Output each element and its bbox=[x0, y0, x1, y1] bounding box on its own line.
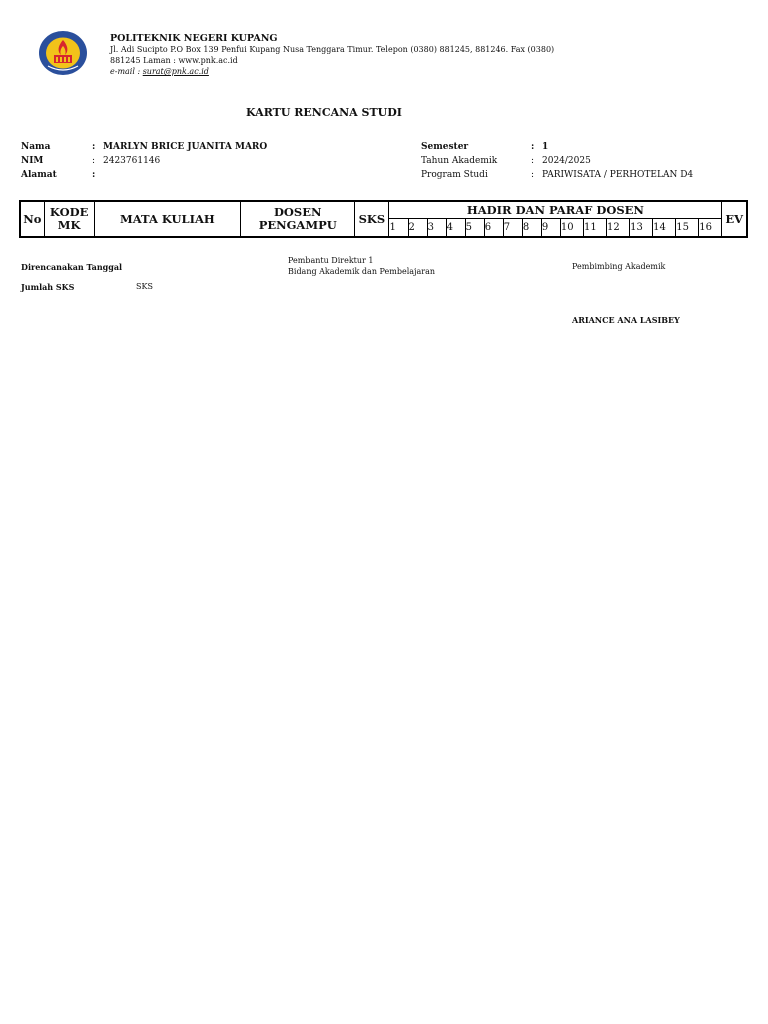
pembantu-direktur-title: Pembantu Direktur 1 bbox=[288, 256, 374, 265]
program-studi-label: Program Studi bbox=[421, 170, 488, 180]
meeting-number: 5 bbox=[465, 219, 484, 238]
semester-value: 1 bbox=[542, 142, 549, 152]
col-ev-header: EV bbox=[722, 201, 747, 237]
meeting-number: 6 bbox=[484, 219, 503, 238]
direncanakan-tanggal-label: Direncanakan Tanggal bbox=[21, 262, 123, 272]
colon: : bbox=[531, 142, 535, 152]
meeting-number: 7 bbox=[503, 219, 522, 238]
col-kode-line1: KODE bbox=[49, 205, 89, 219]
pembimbing-akademik-name: ARIANCE ANA LASIBEY bbox=[572, 315, 680, 325]
email-label: e-mail : bbox=[110, 67, 143, 76]
email-line bbox=[110, 67, 209, 76]
nama-label: Nama bbox=[21, 142, 51, 152]
pembantu-direktur-field: Bidang Akademik dan Pembelajaran bbox=[288, 267, 436, 276]
meeting-number: 16 bbox=[699, 219, 722, 238]
institution-logo bbox=[38, 30, 88, 76]
nim-label: NIM bbox=[21, 156, 44, 166]
email-link[interactable]: surat@pnk.ac.id bbox=[142, 67, 209, 76]
tahun-akademik-label: Tahun Akademik bbox=[421, 156, 498, 166]
meeting-number: 12 bbox=[607, 219, 630, 238]
col-dosen-line1: DOSEN bbox=[273, 205, 322, 219]
address-line-1: Jl. Adi Sucipto P.O Box 139 Penfui Kupang Nusa Tenggara Timur. Telepon (0380) 881245, 881246. Fax (0380) bbox=[110, 45, 555, 54]
meeting-number: 9 bbox=[541, 219, 560, 238]
jumlah-sks-label: Jumlah SKS bbox=[21, 282, 75, 292]
colon: : bbox=[92, 156, 96, 166]
address-line-2: 881245 Laman : www.pnk.ac.id bbox=[110, 56, 238, 65]
meeting-number: 4 bbox=[446, 219, 465, 238]
col-dosen-header bbox=[241, 201, 355, 237]
colon: : bbox=[92, 142, 96, 152]
meeting-number: 14 bbox=[653, 219, 676, 238]
course-table bbox=[19, 200, 748, 238]
col-hadir-header: HADIR DAN PARAF DOSEN bbox=[389, 201, 722, 219]
colon: : bbox=[531, 156, 535, 166]
col-sks-header: SKS bbox=[355, 201, 389, 237]
tahun-akademik-value: 2024/2025 bbox=[542, 156, 591, 166]
meeting-number: 2 bbox=[408, 219, 427, 238]
colon: : bbox=[92, 170, 96, 180]
institution-name: POLITEKNIK NEGERI KUPANG bbox=[110, 33, 278, 44]
meeting-number: 15 bbox=[676, 219, 699, 238]
meeting-number: 11 bbox=[583, 219, 606, 238]
meeting-number: 1 bbox=[389, 219, 408, 238]
semester-label: Semester bbox=[421, 142, 469, 152]
col-dosen-line2: PENGAMPU bbox=[258, 218, 337, 232]
col-mata-kuliah-header: MATA KULIAH bbox=[94, 201, 240, 237]
program-studi-value: PARIWISATA / PERHOTELAN D4 bbox=[542, 170, 694, 180]
col-kode-line2: MK bbox=[57, 218, 81, 232]
meeting-number: 3 bbox=[427, 219, 446, 238]
nama-value: MARLYN BRICE JUANITA MARO bbox=[103, 142, 268, 152]
table-header-row bbox=[20, 201, 747, 219]
col-kode-header bbox=[44, 201, 94, 237]
document-title: KARTU RENCANA STUDI bbox=[246, 106, 402, 119]
nim-value: 2423761146 bbox=[103, 156, 161, 166]
alamat-label: Alamat bbox=[21, 170, 57, 180]
col-no-header: No bbox=[20, 201, 44, 237]
pembimbing-akademik-label: Pembimbing Akademik bbox=[572, 262, 666, 271]
meeting-number: 8 bbox=[522, 219, 541, 238]
sks-unit: SKS bbox=[136, 282, 153, 291]
meeting-number: 10 bbox=[560, 219, 583, 238]
meeting-number: 13 bbox=[630, 219, 653, 238]
colon: : bbox=[531, 170, 535, 180]
